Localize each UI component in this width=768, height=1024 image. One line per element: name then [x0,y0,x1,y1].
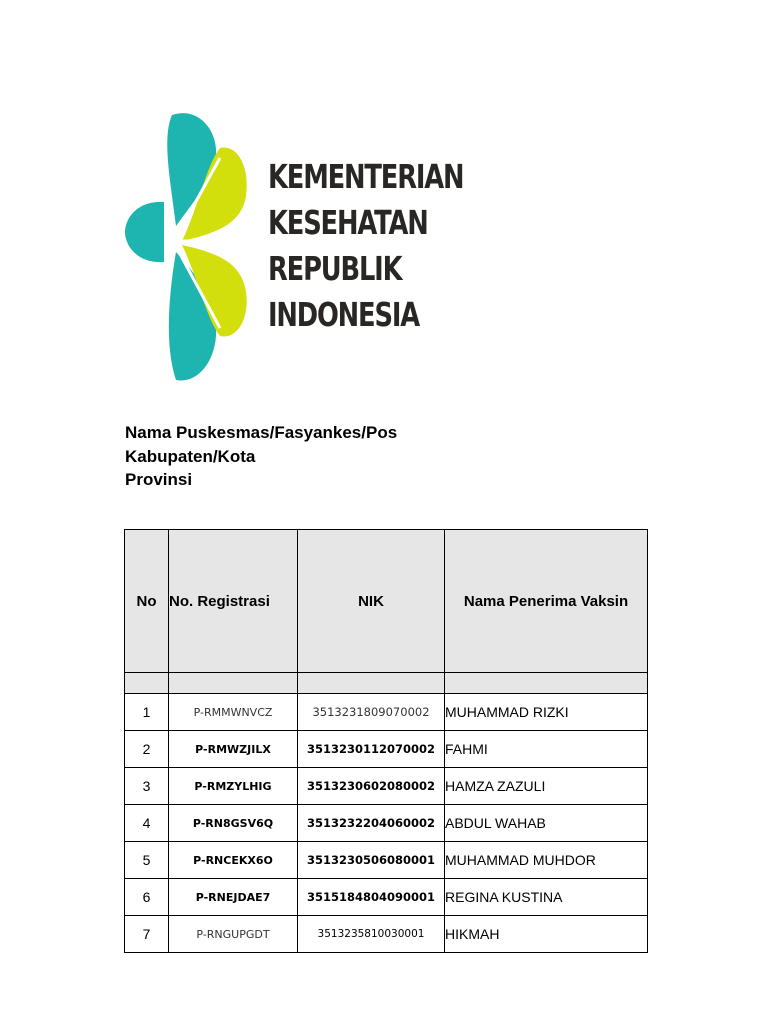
table-row [125,805,648,842]
row-no: 7 [125,916,169,953]
row-nik: 3513231809070002 [298,694,445,731]
header-nama: Nama Penerima Vaksin [445,530,648,673]
row-no: 6 [125,879,169,916]
logo-line-2: KESEHATAN [268,203,428,242]
kemenkes-logo [120,108,464,386]
row-nama: MUHAMMAD RIZKI [445,694,648,731]
table-row [125,768,648,805]
row-registrasi: P-RMZYLHIG [169,768,298,805]
table-row [125,731,648,768]
row-no: 3 [125,768,169,805]
header-nik: NIK [298,530,445,673]
kemenkes-emblem-icon [120,108,250,386]
row-no: 2 [125,731,169,768]
row-nik: 3513235810030001 [298,916,445,953]
district-label: Kabupaten/Kota [125,446,256,466]
row-nama: ABDUL WAHAB [445,805,648,842]
row-nik: 3513232204060002 [298,805,445,842]
row-registrasi: P-RMWZJILX [169,731,298,768]
row-nama: HIKMAH [445,916,648,953]
row-registrasi: P-RNCEKX6O [169,842,298,879]
row-registrasi: P-RMMWNVCZ [169,694,298,731]
table-header-row [125,530,648,673]
row-no: 5 [125,842,169,879]
table-row [125,694,648,731]
row-no: 4 [125,805,169,842]
row-no: 1 [125,694,169,731]
row-registrasi: P-RNGUPGDT [169,916,298,953]
header-registrasi: No. Registrasi [169,530,298,673]
row-nik: 3513230602080002 [298,768,445,805]
table-row [125,916,648,953]
logo-wordmark [268,154,463,338]
table-row [125,879,648,916]
row-nama: REGINA KUSTINA [445,879,648,916]
row-nik: 3515184804090001 [298,879,445,916]
row-nik: 3513230506080001 [298,842,445,879]
vaccine-recipient-table [124,529,648,953]
row-nik: 3513230112070002 [298,731,445,768]
province-label: Provinsi [125,470,193,489]
facility-name-label: Nama Puskesmas/Fasyankes/Pos [125,423,398,442]
logo-line-1: KEMENTERIAN [268,157,464,196]
facility-info [125,421,397,492]
table-row [125,842,648,879]
row-registrasi: P-RN8GSV6Q [169,805,298,842]
header-spacer-row [125,673,648,694]
row-registrasi: P-RNEJDAE7 [169,879,298,916]
row-nama: MUHAMMAD MUHDOR [445,842,648,879]
row-nama: HAMZA ZAZULI [445,768,648,805]
header-no: No [125,530,169,673]
logo-line-4: INDONESIA [268,295,420,334]
row-nama: FAHMI [445,731,648,768]
logo-line-3: REPUBLIK [268,249,402,288]
